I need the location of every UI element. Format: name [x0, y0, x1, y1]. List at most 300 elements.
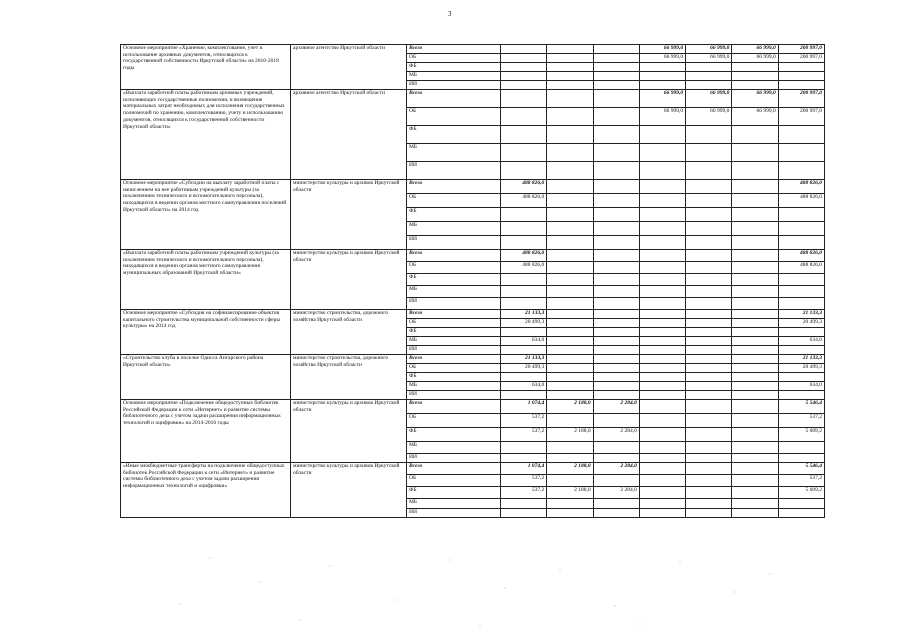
amount-cell	[686, 180, 732, 194]
amount-cell: 2 284,0	[593, 463, 639, 475]
amount-cell	[732, 400, 778, 414]
amount-cell	[686, 499, 732, 509]
amount-cell	[778, 208, 824, 222]
executor-cell: министерство строительства, дорожного хозяйства Иркутской области	[291, 355, 407, 400]
amount-cell: 66 999,0	[639, 45, 685, 54]
amount-cell	[501, 222, 547, 236]
funding-source-cell: МБ	[407, 72, 501, 81]
amount-cell: 488 826,0	[501, 250, 547, 262]
amount-cell	[686, 144, 732, 162]
amount-cell: 5 546,4	[778, 400, 824, 414]
amount-cell	[639, 298, 685, 310]
amount-cell	[778, 509, 824, 518]
amount-cell	[593, 364, 639, 373]
amount-cell: 2 284,0	[593, 400, 639, 414]
amount-cell	[593, 54, 639, 63]
funding-source-cell: ФБ	[407, 208, 501, 222]
amount-cell	[639, 337, 685, 346]
amount-cell: 488 826,0	[778, 194, 824, 208]
funding-source-cell: ИИ	[407, 162, 501, 180]
page-number: 3	[448, 10, 452, 18]
amount-cell	[547, 90, 593, 108]
funding-source-cell: ОБ	[407, 414, 501, 428]
amount-cell	[732, 373, 778, 382]
funding-source-cell: ФБ	[407, 126, 501, 144]
amount-cell	[686, 428, 732, 442]
funding-source-cell: ОБ	[407, 262, 501, 274]
amount-cell	[778, 63, 824, 72]
amount-cell: 20 499,3	[501, 319, 547, 328]
amount-cell	[547, 108, 593, 126]
table-row	[121, 45, 825, 54]
amount-cell	[686, 337, 732, 346]
amount-cell	[686, 475, 732, 487]
funding-source-cell: Всего	[407, 180, 501, 194]
amount-cell	[639, 382, 685, 391]
funding-source-cell: ИИ	[407, 81, 501, 90]
amount-cell	[639, 72, 685, 81]
amount-cell: 1 074,4	[501, 463, 547, 475]
amount-cell	[501, 208, 547, 222]
amount-cell: 537,2	[501, 487, 547, 499]
amount-cell	[732, 180, 778, 194]
budget-table-body	[121, 45, 825, 518]
amount-cell	[732, 499, 778, 509]
amount-cell	[639, 373, 685, 382]
amount-cell	[501, 286, 547, 298]
amount-cell	[593, 274, 639, 286]
amount-cell	[639, 328, 685, 337]
funding-source-cell: ОБ	[407, 108, 501, 126]
amount-cell	[778, 391, 824, 400]
amount-cell	[547, 442, 593, 454]
amount-cell	[593, 319, 639, 328]
amount-cell: 21 133,3	[501, 355, 547, 364]
funding-source-cell: ОБ	[407, 475, 501, 487]
amount-cell	[593, 414, 639, 428]
amount-cell	[593, 180, 639, 194]
amount-cell	[686, 250, 732, 262]
amount-cell	[686, 208, 732, 222]
amount-cell	[547, 126, 593, 144]
amount-cell	[732, 364, 778, 373]
funding-source-cell: ФБ	[407, 274, 501, 286]
amount-cell: 634,0	[778, 382, 824, 391]
amount-cell	[547, 475, 593, 487]
amount-cell	[547, 180, 593, 194]
funding-source-cell: ФБ	[407, 328, 501, 337]
amount-cell: 66 999,0	[732, 54, 778, 63]
table-row	[121, 463, 825, 475]
amount-cell: 537,2	[778, 475, 824, 487]
amount-cell	[732, 144, 778, 162]
amount-cell	[639, 274, 685, 286]
amount-cell: 66 999,0	[686, 45, 732, 54]
amount-cell: 21 133,3	[778, 355, 824, 364]
amount-cell	[686, 463, 732, 475]
amount-cell	[593, 126, 639, 144]
amount-cell	[547, 454, 593, 463]
table-row	[121, 310, 825, 319]
amount-cell: 66 999,0	[639, 90, 685, 108]
amount-cell	[501, 63, 547, 72]
amount-cell: 66 999,0	[732, 108, 778, 126]
amount-cell	[732, 298, 778, 310]
amount-cell: 488 826,0	[501, 194, 547, 208]
funding-source-cell: ФБ	[407, 63, 501, 72]
funding-source-cell: ОБ	[407, 364, 501, 373]
amount-cell	[501, 126, 547, 144]
amount-cell	[501, 391, 547, 400]
funding-source-cell: Всего	[407, 310, 501, 319]
amount-cell	[639, 250, 685, 262]
amount-cell	[732, 274, 778, 286]
amount-cell	[547, 81, 593, 90]
amount-cell	[501, 72, 547, 81]
amount-cell	[593, 310, 639, 319]
amount-cell	[501, 373, 547, 382]
funding-source-cell: Всего	[407, 90, 501, 108]
amount-cell	[732, 428, 778, 442]
amount-cell	[778, 298, 824, 310]
amount-cell	[593, 236, 639, 250]
amount-cell	[593, 144, 639, 162]
amount-cell	[686, 346, 732, 355]
amount-cell	[639, 509, 685, 518]
amount-cell	[732, 81, 778, 90]
funding-source-cell: Всего	[407, 400, 501, 414]
activity-name-cell: Основное мероприятие «Подключение общедоступных библиотек Российской Федерации к сети «Интернет» и развитие системы библиотечного дела с учетом задачи расширения информационных технологий и оцифровки» на 2014-2016 годы	[121, 400, 291, 463]
amount-cell	[732, 346, 778, 355]
amount-cell	[547, 194, 593, 208]
amount-cell	[778, 499, 824, 509]
amount-cell	[501, 108, 547, 126]
executor-cell: архивное агентство Иркутской области	[291, 45, 407, 90]
amount-cell: 20 499,3	[778, 364, 824, 373]
amount-cell: 66 999,0	[686, 108, 732, 126]
amount-cell	[686, 236, 732, 250]
funding-source-cell: ОБ	[407, 319, 501, 328]
amount-cell	[593, 81, 639, 90]
amount-cell: 200 997,0	[778, 108, 824, 126]
amount-cell	[686, 262, 732, 274]
amount-cell	[501, 45, 547, 54]
activity-name-cell: «Выплата заработной платы работникам учреждений культуры (за исключением технического и вспомогательного персонала), находящихся в ведении органов местного самоуправления муниципальных образований Иркутской области»	[121, 250, 291, 310]
amount-cell	[686, 391, 732, 400]
amount-cell	[547, 382, 593, 391]
amount-cell	[686, 310, 732, 319]
amount-cell	[639, 262, 685, 274]
amount-cell	[732, 162, 778, 180]
table-row	[121, 355, 825, 364]
amount-cell: 537,2	[501, 475, 547, 487]
amount-cell: 66 999,0	[732, 90, 778, 108]
executor-cell: министерство культуры и архивов Иркутской области	[291, 400, 407, 463]
funding-source-cell: МБ	[407, 499, 501, 509]
amount-cell: 488 826,0	[778, 180, 824, 194]
amount-cell	[686, 72, 732, 81]
amount-cell	[732, 262, 778, 274]
amount-cell	[639, 463, 685, 475]
amount-cell	[639, 144, 685, 162]
amount-cell	[593, 355, 639, 364]
amount-cell	[732, 310, 778, 319]
amount-cell	[639, 475, 685, 487]
amount-cell	[639, 126, 685, 144]
amount-cell	[501, 454, 547, 463]
amount-cell	[501, 274, 547, 286]
amount-cell	[686, 328, 732, 337]
amount-cell	[686, 355, 732, 364]
amount-cell	[547, 63, 593, 72]
amount-cell: 488 826,0	[501, 180, 547, 194]
amount-cell	[732, 250, 778, 262]
amount-cell	[501, 346, 547, 355]
amount-cell	[547, 274, 593, 286]
amount-cell	[778, 442, 824, 454]
amount-cell	[686, 373, 732, 382]
amount-cell	[639, 487, 685, 499]
amount-cell	[547, 355, 593, 364]
executor-cell: министерство культуры и архивов Иркутской области	[291, 250, 407, 310]
amount-cell	[686, 274, 732, 286]
amount-cell	[778, 72, 824, 81]
amount-cell	[547, 499, 593, 509]
amount-cell	[501, 509, 547, 518]
amount-cell	[639, 236, 685, 250]
amount-cell	[778, 144, 824, 162]
funding-source-cell: МБ	[407, 286, 501, 298]
amount-cell	[686, 414, 732, 428]
amount-cell	[778, 236, 824, 250]
amount-cell	[732, 454, 778, 463]
amount-cell	[732, 319, 778, 328]
funding-source-cell: ИИ	[407, 391, 501, 400]
amount-cell: 2 284,0	[593, 428, 639, 442]
amount-cell	[593, 262, 639, 274]
amount-cell: 537,2	[778, 414, 824, 428]
amount-cell: 66 999,0	[639, 108, 685, 126]
amount-cell	[593, 391, 639, 400]
amount-cell: 20 499,3	[778, 319, 824, 328]
funding-source-cell: Всего	[407, 355, 501, 364]
amount-cell	[732, 194, 778, 208]
amount-cell	[732, 414, 778, 428]
amount-cell: 5 009,2	[778, 428, 824, 442]
amount-cell	[778, 328, 824, 337]
amount-cell	[501, 442, 547, 454]
amount-cell	[501, 298, 547, 310]
amount-cell	[639, 454, 685, 463]
amount-cell: 200 997,0	[778, 90, 824, 108]
funding-source-cell: ИИ	[407, 236, 501, 250]
amount-cell	[593, 222, 639, 236]
funding-source-cell: МБ	[407, 144, 501, 162]
amount-cell	[501, 328, 547, 337]
funding-source-cell: ОБ	[407, 194, 501, 208]
amount-cell	[778, 126, 824, 144]
amount-cell	[686, 454, 732, 463]
executor-cell: министерство культуры и архивов Иркутской области	[291, 180, 407, 250]
amount-cell: 2 188,0	[547, 400, 593, 414]
amount-cell: 21 133,3	[501, 310, 547, 319]
amount-cell	[639, 286, 685, 298]
amount-cell	[639, 414, 685, 428]
amount-cell	[639, 81, 685, 90]
amount-cell	[593, 346, 639, 355]
amount-cell	[778, 346, 824, 355]
amount-cell	[639, 442, 685, 454]
funding-source-cell: ФБ	[407, 373, 501, 382]
amount-cell	[501, 144, 547, 162]
amount-cell: 488 826,0	[778, 262, 824, 274]
activity-name-cell: «Иные межбюджетные трансферты на подключение общедоступных библиотек Российской Федерации к сети «Интернет» и развитие системы библиотечного дела с учетом задачи расширения информационных технологий и оцифровки»	[121, 463, 291, 518]
amount-cell	[732, 63, 778, 72]
funding-source-cell: Всего	[407, 463, 501, 475]
amount-cell	[686, 364, 732, 373]
funding-source-cell: ИИ	[407, 298, 501, 310]
amount-cell	[778, 286, 824, 298]
amount-cell: 1 074,4	[501, 400, 547, 414]
amount-cell: 537,2	[501, 428, 547, 442]
amount-cell	[778, 274, 824, 286]
amount-cell: 20 499,3	[501, 364, 547, 373]
executor-cell: министерство культуры и архивов Иркутской области	[291, 463, 407, 518]
amount-cell	[686, 400, 732, 414]
funding-source-cell: ИИ	[407, 454, 501, 463]
amount-cell	[593, 194, 639, 208]
amount-cell	[686, 222, 732, 236]
amount-cell	[639, 400, 685, 414]
funding-source-cell: ИИ	[407, 509, 501, 518]
amount-cell	[593, 328, 639, 337]
executor-cell: министерство строительства, дорожного хозяйства Иркутской области	[291, 310, 407, 355]
amount-cell	[547, 54, 593, 63]
table-row	[121, 180, 825, 194]
amount-cell	[732, 328, 778, 337]
amount-cell	[778, 81, 824, 90]
amount-cell	[547, 250, 593, 262]
amount-cell	[593, 509, 639, 518]
scan-noise	[0, 540, 905, 640]
amount-cell	[593, 382, 639, 391]
amount-cell	[732, 355, 778, 364]
amount-cell	[547, 346, 593, 355]
executor-cell: архивное агентство Иркутской области	[291, 90, 407, 180]
amount-cell	[501, 499, 547, 509]
amount-cell	[686, 319, 732, 328]
amount-cell: 200 997,0	[778, 54, 824, 63]
amount-cell	[547, 45, 593, 54]
table-row	[121, 90, 825, 108]
amount-cell	[593, 162, 639, 180]
amount-cell	[593, 454, 639, 463]
amount-cell	[501, 236, 547, 250]
activity-name-cell: Основное мероприятие «Субсидии на выплату заработной платы с начислением на нее работникам учреждений культуры (за исключением технического и вспомогательного персонала), находящихся в ведении органов местного самоуправления поселений Иркутской области» на 2014 год	[121, 180, 291, 250]
amount-cell	[732, 487, 778, 499]
funding-source-cell: ФБ	[407, 487, 501, 499]
amount-cell	[547, 72, 593, 81]
amount-cell: 2 188,0	[547, 487, 593, 499]
amount-cell	[593, 475, 639, 487]
amount-cell: 66 999,0	[686, 54, 732, 63]
amount-cell	[501, 162, 547, 180]
amount-cell	[686, 509, 732, 518]
amount-cell	[547, 319, 593, 328]
amount-cell	[778, 373, 824, 382]
amount-cell	[593, 337, 639, 346]
amount-cell	[639, 355, 685, 364]
amount-cell	[686, 382, 732, 391]
amount-cell	[686, 442, 732, 454]
funding-source-cell: ИИ	[407, 346, 501, 355]
amount-cell	[593, 499, 639, 509]
amount-cell	[593, 108, 639, 126]
activity-name-cell: «Строительство клуба в поселке Одисса Ангарского района Иркутской области»	[121, 355, 291, 400]
amount-cell: 2 284,0	[593, 487, 639, 499]
amount-cell	[732, 72, 778, 81]
amount-cell	[732, 463, 778, 475]
amount-cell: 634,0	[778, 337, 824, 346]
amount-cell	[547, 373, 593, 382]
budget-table	[120, 44, 825, 518]
funding-source-cell: Всего	[407, 250, 501, 262]
amount-cell	[547, 286, 593, 298]
amount-cell: 200 997,0	[778, 45, 824, 54]
amount-cell: 66 999,0	[686, 90, 732, 108]
amount-cell	[639, 319, 685, 328]
funding-source-cell: ОБ	[407, 54, 501, 63]
amount-cell	[501, 90, 547, 108]
amount-cell	[547, 162, 593, 180]
amount-cell	[593, 373, 639, 382]
funding-source-cell: ФБ	[407, 428, 501, 442]
amount-cell	[732, 337, 778, 346]
amount-cell	[593, 298, 639, 310]
amount-cell	[686, 286, 732, 298]
amount-cell	[639, 208, 685, 222]
amount-cell	[547, 298, 593, 310]
amount-cell	[547, 262, 593, 274]
amount-cell: 66 999,0	[732, 45, 778, 54]
amount-cell	[778, 162, 824, 180]
amount-cell	[593, 250, 639, 262]
amount-cell	[593, 45, 639, 54]
amount-cell	[732, 222, 778, 236]
amount-cell: 634,0	[501, 382, 547, 391]
funding-source-cell: МБ	[407, 337, 501, 346]
amount-cell: 2 188,0	[547, 463, 593, 475]
amount-cell	[732, 509, 778, 518]
amount-cell	[778, 222, 824, 236]
amount-cell	[686, 487, 732, 499]
amount-cell	[686, 162, 732, 180]
amount-cell	[547, 208, 593, 222]
amount-cell	[732, 208, 778, 222]
amount-cell: 488 826,0	[778, 250, 824, 262]
amount-cell: 5 546,4	[778, 463, 824, 475]
amount-cell	[593, 442, 639, 454]
amount-cell	[547, 222, 593, 236]
amount-cell	[686, 298, 732, 310]
amount-cell	[593, 90, 639, 108]
amount-cell	[593, 72, 639, 81]
amount-cell	[547, 509, 593, 518]
table-row	[121, 250, 825, 262]
amount-cell	[501, 81, 547, 90]
amount-cell	[547, 310, 593, 319]
amount-cell: 21 133,3	[778, 310, 824, 319]
